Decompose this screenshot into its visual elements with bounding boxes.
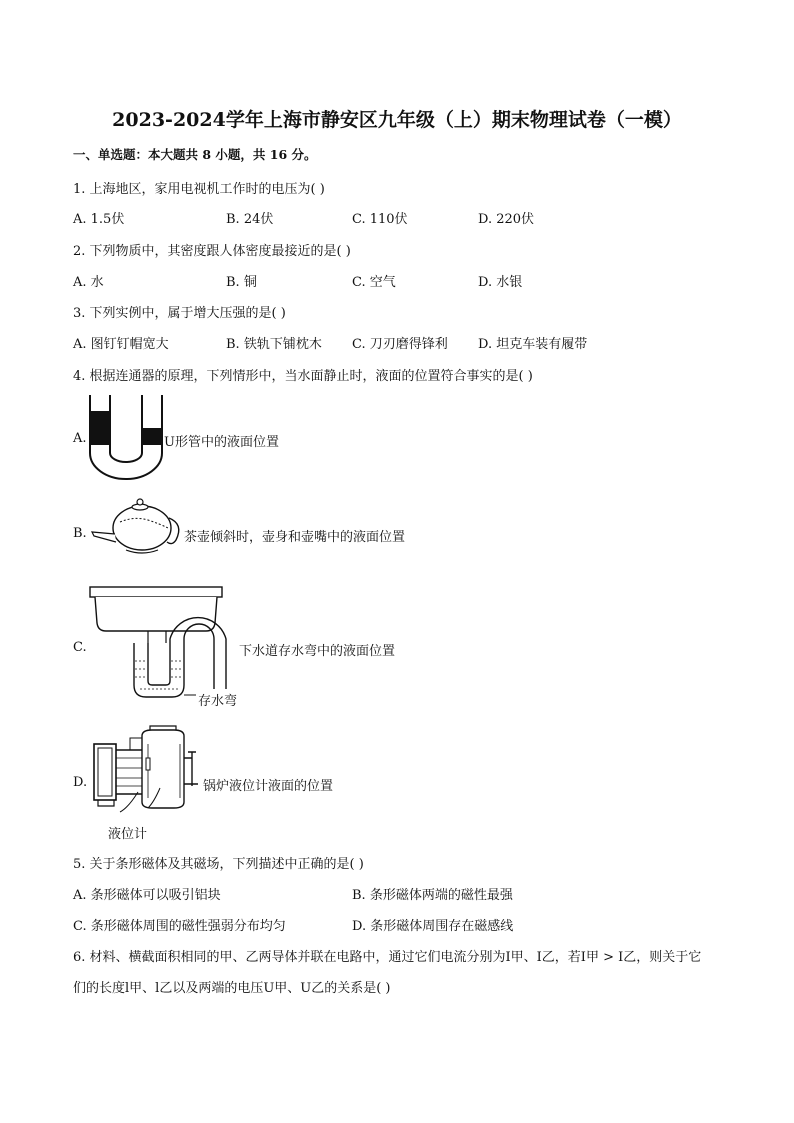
q3-option-c[interactable]: C. 刀刃磨得锋利 xyxy=(352,337,448,352)
question-3-stem: 3. 下列实例中，属于增大压强的是( ) xyxy=(73,306,286,321)
q2-option-a[interactable]: A. 水 xyxy=(73,275,104,290)
question-4-stem: 4. 根据连通器的原理，下列情形中，当水面静止时，液面的位置符合事实的是( ) xyxy=(73,369,533,384)
q1-option-d[interactable]: D. 220伏 xyxy=(478,212,535,227)
page-title: 2023-2024学年上海市静安区九年级（上）期末物理试卷（一模） xyxy=(112,109,682,131)
q4-option-a-letter[interactable]: A. xyxy=(73,431,87,446)
question-1-stem: 1. 上海地区，家用电视机工作时的电压为( ) xyxy=(73,182,325,197)
q4-option-b-caption: 茶壶倾斜时，壶身和壶嘴中的液面位置 xyxy=(184,530,406,545)
q4-option-c-letter[interactable]: C. xyxy=(73,640,87,655)
q5-option-d[interactable]: D. 条形磁体周围存在磁感线 xyxy=(352,919,514,934)
q3-option-b[interactable]: B. 铁轨下铺枕木 xyxy=(226,337,322,352)
q5-option-b[interactable]: B. 条形磁体两端的磁性最强 xyxy=(352,888,513,903)
right-liquid-column xyxy=(143,428,161,445)
boiler-figure xyxy=(90,728,200,824)
question-5-stem: 5. 关于条形磁体及其磁场，下列描述中正确的是( ) xyxy=(73,857,364,872)
q3-option-a[interactable]: A. 图钉钉帽宽大 xyxy=(73,337,169,352)
section-heading: 一、单选题：本大题共 8 小题，共 16 分。 xyxy=(73,147,317,162)
q4-option-d-callout: 液位计 xyxy=(108,827,148,842)
q2-option-d[interactable]: D. 水银 xyxy=(478,275,523,290)
question-6-stem-line-2: 们的长度l甲、l乙以及两端的电压U甲、U乙的关系是( ) xyxy=(73,981,391,996)
q4-option-b-letter[interactable]: B. xyxy=(73,526,87,541)
q3-option-d[interactable]: D. 坦克车装有履带 xyxy=(478,337,588,352)
q4-option-c-callout: 存水弯 xyxy=(198,694,238,709)
q4-option-d-letter[interactable]: D. xyxy=(73,775,88,790)
q4-option-a-caption: U形管中的液面位置 xyxy=(164,435,279,450)
q2-option-c[interactable]: C. 空气 xyxy=(352,275,396,290)
question-6-stem-line-1: 6. 材料、横截面积相同的甲、乙两导体并联在电路中，通过它们电流分别为I甲、I乙，若I甲 > I乙，则关于它 xyxy=(73,950,702,965)
q2-option-b[interactable]: B. 铜 xyxy=(226,275,257,290)
left-liquid-column xyxy=(91,411,109,445)
sink-trap-figure xyxy=(88,585,228,707)
q1-option-c[interactable]: C. 110伏 xyxy=(352,212,408,227)
q5-option-c[interactable]: C. 条形磁体周围的磁性强弱分布均匀 xyxy=(73,919,286,934)
teapot-figure xyxy=(90,494,184,566)
question-2-stem: 2. 下列物质中，其密度跟人体密度最接近的是( ) xyxy=(73,244,351,259)
q4-option-d-caption: 锅炉液位计液面的位置 xyxy=(203,779,334,794)
u-tube-figure xyxy=(88,393,164,481)
q4-option-c-caption: 下水道存水弯中的液面位置 xyxy=(239,644,396,659)
q1-option-a[interactable]: A. 1.5伏 xyxy=(73,212,125,227)
q1-option-b[interactable]: B. 24伏 xyxy=(226,212,274,227)
q5-option-a[interactable]: A. 条形磁体可以吸引铝块 xyxy=(73,888,221,903)
